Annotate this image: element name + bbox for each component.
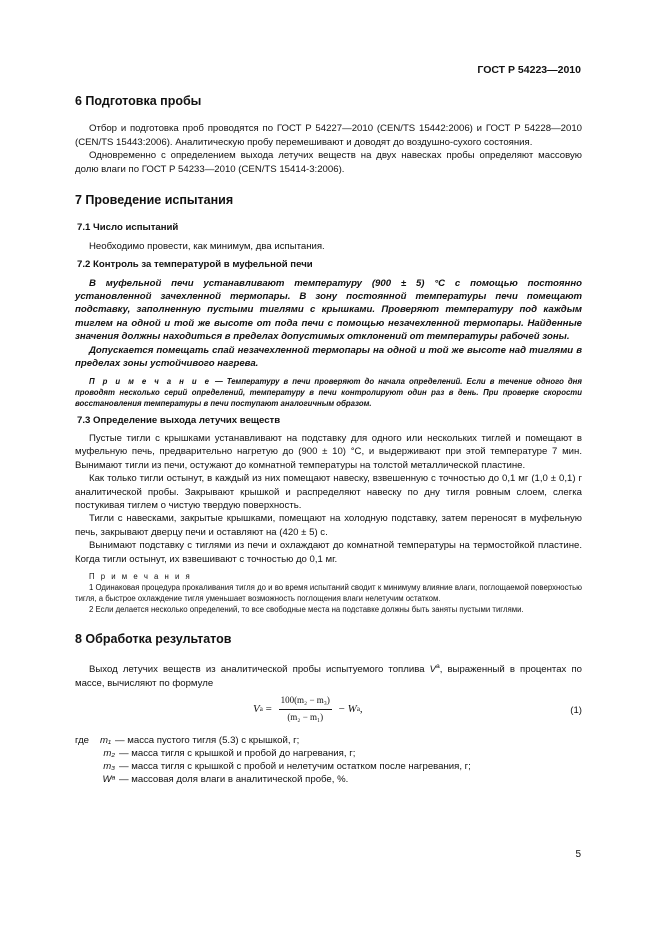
definition-text: — массовая доля влаги в аналитической пробе, %.: [119, 774, 349, 786]
section-7-3-title: 7.3 Определение выхода летучих веществ: [77, 414, 281, 426]
section-6-title: 6 Подготовка пробы: [75, 94, 202, 108]
note-text: — Температуру в печи проверяют до начала определений. Если в течение одного дня проводят несколько серий определений, температуру в печи контролируют один раз в день. При проверке скорости восстановления температуры в печи поступают аналогичным образом.: [75, 376, 582, 408]
section-7-2-paragraph-2: Допускается помещать спай незачехленной термопары на одной и той же высоте над тиглями в пределах зоны устойчивого нагрева.: [75, 344, 582, 370]
definition-row: [75, 747, 582, 760]
definition-row: [75, 734, 582, 747]
formula-denominator: (m₂ − m₁): [287, 711, 324, 722]
where-label: где: [75, 735, 90, 747]
definition-text: — масса пустого тигля (5.3) с крышкой, г;: [115, 735, 300, 747]
formula-definitions: [75, 734, 582, 786]
symbol-v: V: [429, 664, 437, 676]
definition-row: [75, 773, 582, 786]
document-header: ГОСТ Р 54223—2010: [477, 64, 581, 76]
notes-label: П р и м е ч а н и я: [89, 571, 192, 581]
section-8-text-a: Выход летучих веществ из аналитической пробы испытуемого топлива: [89, 664, 430, 676]
definition-text: — масса тигля с крышкой и пробой до нагревания, г;: [119, 748, 356, 760]
page-number: 5: [575, 849, 581, 860]
formula-body: [253, 694, 363, 724]
section-7-2-title: 7.2 Контроль за температурой в муфельной печи: [77, 259, 313, 271]
formula-equals: =: [262, 702, 275, 715]
definition-symbol: m₁: [99, 735, 111, 747]
section-7-3-paragraph-4: Вынимают подставку с тиглями из печи и охлаждают до комнатной температуры на термостойкой пластине. Когда тигли остынут, их взвешивают с точностью до 0,1 мг.: [75, 540, 582, 565]
note-1: 1 Одинаковая процедура прокаливания тигля до и во время испытаний сводит к минимуму влияние влаги, поглощаемой поверхностью тигля, а быстрое охлаждение тигля уменьшает возможность поглощения влаги нелетучим остатком.: [75, 582, 582, 603]
formula-fraction: [279, 694, 332, 724]
section-7-2-paragraph-1: В муфельной печи устанавливают температуру (900 ± 5) °С с помощью постоянно установленной зачехленной термопары. В зону постоянной температуры печи помещают подставку, заполненную пустыми тиглями с крышками. Проверяют температуру под каждым тиглем на одной и той же высоте от пода печи с помощью незачехленной термопары. Найденные значения должны находиться в пределах допустимых отклонений от температуры рабочей зоны.: [75, 277, 582, 343]
formula-minus: −: [335, 702, 348, 715]
definition-symbol: m₃: [103, 761, 115, 773]
section-8-text-b: , выраженный в процентах по массе, вычисляют по формуле: [75, 664, 582, 689]
section-6-paragraph-2: Одновременно с определением выхода летучих веществ на двух навесках пробы определяют массовую долю влаги по ГОСТ Р 54233—2010 (CEN/TS 15414-3:2006).: [75, 150, 582, 175]
formula-lhs-sup: a: [259, 704, 263, 713]
section-8-paragraph: [75, 660, 582, 690]
section-6-paragraph-1: Отбор и подготовка проб проводятся по ГОСТ Р 54227—2010 (CEN/TS 15442:2006) и ГОСТ Р 54228—2010 (CEN/TS 15443:2006). Аналитическую пробу перемешивают и доводят до воздушно-сухого состояния.: [75, 123, 582, 148]
section-7-1-title: 7.1 Число испытаний: [77, 222, 179, 234]
formula-number: (1): [570, 705, 582, 717]
section-7-title: 7 Проведение испытания: [75, 193, 234, 208]
formula-w-sup: a: [356, 704, 360, 713]
note-label: П р и м е ч а н и е: [89, 376, 211, 386]
section-7-3-paragraph-1: Пустые тигли с крышками устанавливают на подставку для одного или нескольких тиглей и помещают в муфельную печь, предварительно нагретую до (900 ± 10) °С, и выдерживают при этой температуре 7 мин. Вынимают тигли из печи, остужают до комнатной температуры на толстой металлической пластине.: [75, 432, 582, 471]
note-2: 2 Если делается несколько определений, то все свободные места на подставке должны быть заняты пустыми тиглями.: [89, 604, 524, 614]
formula-tail: ,: [359, 702, 363, 715]
formula-numerator: 100(m₂ − m₃): [279, 694, 332, 709]
section-7-3-paragraph-2: Как только тигли остынут, в каждый из них помещают навеску, взвешенную с точностью до 0,1 мг (1,0 ± 0,1) г аналитической пробы. Закрывают крышкой и распределяют навеску по дну тигля ровным слоем, слегка постукивая тиглем о чистую твердую поверхность.: [75, 473, 582, 511]
section-7-2-note: [75, 376, 582, 409]
formula-lhs: V: [253, 702, 260, 715]
formula-w: W: [347, 702, 357, 715]
symbol-v-sup: a: [436, 663, 440, 671]
definition-row: [75, 760, 582, 773]
formula-1: [75, 694, 582, 730]
definition-symbol: Wᵃ: [102, 774, 115, 786]
page-content: [75, 95, 582, 786]
section-7-3-paragraph-3: Тигли с навесками, закрытые крышками, помещают на холодную подставку, затем переносят в муфельную печь, закрывают дверцу печи и оставляют на (420 ± 5) с.: [75, 513, 582, 538]
definition-symbol: m₂: [103, 748, 115, 760]
definition-text: — масса тигля с крышкой с пробой и нелетучим остатком после нагревания, г;: [119, 761, 471, 773]
section-8-title: 8 Обработка результатов: [75, 631, 232, 646]
section-7-1-paragraph: Необходимо провести, как минимум, два испытания.: [89, 240, 325, 252]
